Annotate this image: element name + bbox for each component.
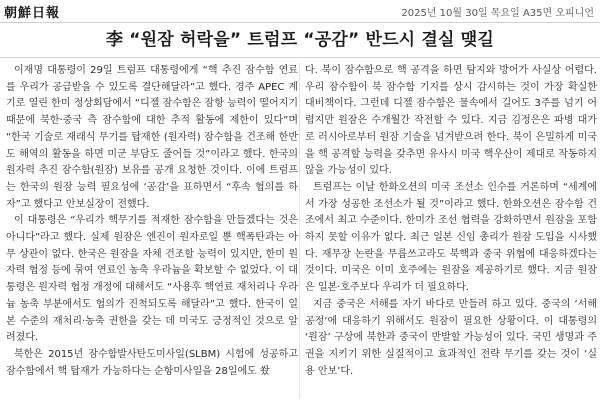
headline: 李 “원잠 허락을” 트럼프 “공감” 반드시 결실 맺길 [105, 30, 495, 50]
dateline: 2025년 10월 30일 목요일 A35면 오피니언 [401, 8, 594, 19]
paragraph: 이재명 대통령이 29일 트럼프 대통령에게 “핵 추진 잠수함 연료를 우리가 공급받을 수 있도록 결단해달라”고 했다. 경주 APEC 계기로 열린 한미 정상회담에서 “디젤 잠수함은 잠항 능력이 떨어지기 때문에 북한·중국 측 잠수함에 대한 추적 활동에 제한이 있다”며 “한국 기술로 재래식 무기를 탑재한 (원자력) 잠수함을 건조해 한반도 해역의 활동을 하면 미군 부담도 줄어들 것”이라고 했다. 한국의 원자력 추진 잠수함(원잠) 보유를 공개 요청한 것이다. 이에 트럼프는 한국의 원잠 능력 필요성에 ‘공감’을 표하면서 “후속 협의를 하자”고 했다고 안보실장이 전했다. [6, 65, 298, 210]
article-column-right [305, 63, 597, 399]
paragraph: 이 대통령은 “우리가 핵무기를 적재한 잠수함을 만들겠다는 것은 아니다”라고 했다. 실제 원잠은 엔진이 원자로일 뿐 핵폭탄과는 아무 상관이 없다. 한국은 원잠을 자체 건조할 능력이 있지만, 한미 원자력 협정 등에 묶여 연료인 농축 우라늄을 확보할 수 없었다. 이 대통령은 원자력 협정 개정에 대해서도 “사용후 핵연료 재처리나 우라늄 농축 부분에서도 협의가 진척되도록 해달라”고 했다. 한국이 일본 수준의 재처리·농축 권한을 갖는 데 미국도 긍정적인 것으로 알려졌다. [6, 215, 298, 344]
paragraph: 다. 북이 잠수함으로 핵 공격을 하면 탐지와 방어가 사실상 어렵다. 우리 잠수함이 북 잠수함 기지를 상시 감시하는 것이 가장 확실한 대비책이다. 그런데 디젤 잠수함은 물속에서 길어도 3주를 넘기 어렵지만 원잠은 수개월간 작전할 수 있다. 지금 김정은은 파병 대가로 러시아로부터 원잠 기술을 넘겨받으려 한다. 북이 은밀하게 미국을 핵 공격할 능력을 갖추면 유사시 미국 핵우산이 제대로 작동하지 않을 가능성이 있다. [305, 65, 597, 177]
masthead-bar [0, 0, 600, 23]
paragraph: 북한은 2015년 잠수함발사탄도미사일(SLBM) 시험에 성공하고 잠수함에서 핵 탑재가 가능하다는 순항미사일을 28일에도 쐈 [6, 348, 298, 377]
paragraph: 지금 중국은 서해를 자기 바다로 만들려 하고 있다. 중국의 ‘서해 공정’에 대응하기 위해서도 원잠이 필요한 상황이다. 이 대통령의 ‘원잠’ 구상에 북한과 중국이 반발할 가능성이 있다. 국민 생명과 주권을 지키기 위한 실질적이고 효과적인 전략 무기를 갖는 것이 ‘실용 안보’다. [305, 298, 597, 377]
newspaper-logo: 朝鮮日報 [4, 6, 61, 21]
article-column-left [6, 63, 298, 399]
paragraph: 트럼프는 이날 한화오션의 미국 조선소 인수를 거론하며 “세계에서 가장 성공한 조선소가 될 것”이라고 했다. 한화오션은 잠수함 건조에서 최고 수준이다. 한미가 조선 협력을 강화하면서 원잠을 포함하지 못할 이유가 없다. 최근 일본 신임 총리가 원잠 도입을 시사했다. 재무장 논란을 무릅쓰고라도 북핵과 중국 위협에 대응하겠다는 것이다. 미국은 이미 호주에는 원잠을 제공하기로 했다. 지금 원잠은 일본·호주보다 우리가 더 필요하다. [305, 181, 597, 294]
column-divider [299, 63, 300, 399]
headline-band [0, 23, 600, 58]
